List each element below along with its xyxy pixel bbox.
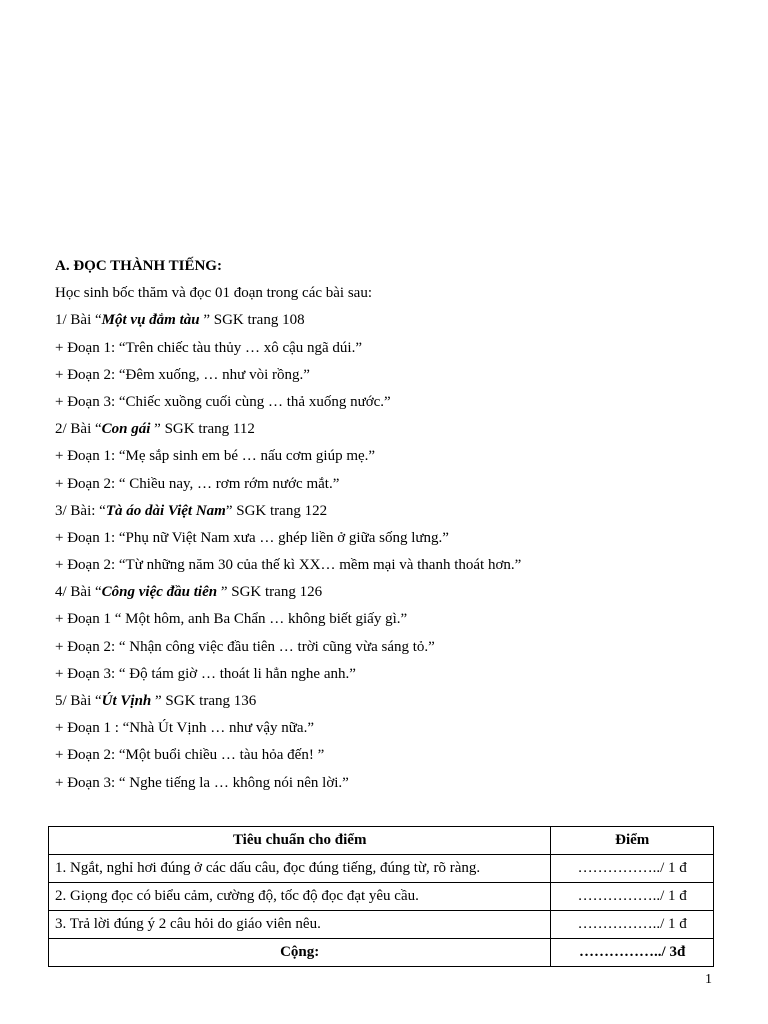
total-label: Cộng: [49, 939, 551, 967]
criteria-cell: 3. Trả lời đúng ý 2 câu hỏi do giáo viên nêu. [49, 911, 551, 939]
lesson-title-line: 1/ Bài “Một vụ đắm tàu ” SGK trang 108 [55, 312, 305, 329]
passage-line: + Đoạn 1 : “Nhà Út Vịnh … như vậy nữa.” [55, 720, 314, 737]
passage-line: + Đoạn 3: “Chiếc xuồng cuối cùng … thả xuống nước.” [55, 393, 391, 410]
lesson-title-line: 5/ Bài “Út Vịnh ” SGK trang 136 [55, 693, 257, 709]
table-row [49, 911, 714, 939]
total-score: ……………../ 3đ [551, 939, 714, 967]
passage-line: + Đoạn 2: “ Nhận công việc đầu tiên … trời cũng vừa sáng tỏ.” [55, 638, 435, 655]
passage-line: + Đoạn 3: “ Nghe tiếng la … không nói nên lời.” [55, 774, 349, 791]
criteria-cell: 2. Giọng đọc có biểu cảm, cường độ, tốc độ đọc đạt yêu cầu. [49, 883, 551, 911]
table-row [49, 855, 714, 883]
lesson-title-line: 3/ Bài: “Tà áo dài Việt Nam” SGK trang 122 [55, 502, 328, 519]
passage-line: + Đoạn 3: “ Độ tám giờ … thoát li hẳn nghe anh.” [55, 665, 356, 682]
passage-line: + Đoạn 1: “Trên chiếc tàu thủy … xô cậu ngã dúi.” [55, 339, 362, 356]
passage-line: + Đoạn 2: “ Chiều nay, … rơm rớm nước mắt.” [55, 475, 340, 492]
score-cell: ……………../ 1 đ [551, 883, 714, 911]
lesson-title: Một vụ đắm tàu [101, 312, 200, 329]
passage-line: + Đoạn 1 “ Một hôm, anh Ba Chẩn … không biết giấy gì.” [55, 611, 408, 628]
criteria-header: Tiêu chuẩn cho điểm [49, 827, 551, 855]
lesson-title: Con gái [101, 421, 151, 438]
scoring-table [48, 826, 714, 967]
passage-line: + Đoạn 2: “Từ những năm 30 của thế kì XX… mềm mại và thanh thoát hơn.” [55, 557, 522, 574]
criteria-cell: 1. Ngắt, nghỉ hơi đúng ở các dấu câu, đọc đúng tiếng, đúng từ, rõ ràng. [49, 855, 551, 883]
section-intro: Học sinh bốc thăm và đọc 01 đoạn trong các bài sau: [55, 285, 372, 302]
page-number: 1 [705, 972, 712, 987]
passage-line: + Đoạn 1: “Mẹ sắp sinh em bé … nấu cơm giúp mẹ.” [55, 448, 376, 465]
score-header: Điểm [551, 827, 714, 855]
lesson-title-line: 4/ Bài “Công việc đầu tiên ” SGK trang 126 [55, 584, 323, 601]
score-cell: ……………../ 1 đ [551, 911, 714, 939]
lesson-title-line: 2/ Bài “Con gái ” SGK trang 112 [55, 421, 255, 438]
lesson-title: Út Vịnh [101, 693, 152, 709]
passage-line: + Đoạn 1: “Phụ nữ Việt Nam xưa … ghép liền ở giữa sống lưng.” [55, 529, 449, 546]
passage-line: + Đoạn 2: “Đêm xuống, … như vòi rồng.” [55, 366, 310, 383]
lesson-title: Công việc đầu tiên [101, 584, 218, 601]
table-total-row [49, 939, 714, 967]
passage-line: + Đoạn 2: “Một buổi chiều … tàu hỏa đến! ” [55, 747, 325, 764]
score-cell: ……………../ 1 đ [551, 855, 714, 883]
lesson-title: Tà áo dài Việt Nam [105, 502, 226, 519]
table-row [49, 883, 714, 911]
table-header-row [49, 827, 714, 855]
reading-section [55, 253, 735, 797]
section-heading: A. ĐỌC THÀNH TIẾNG: [55, 258, 222, 274]
